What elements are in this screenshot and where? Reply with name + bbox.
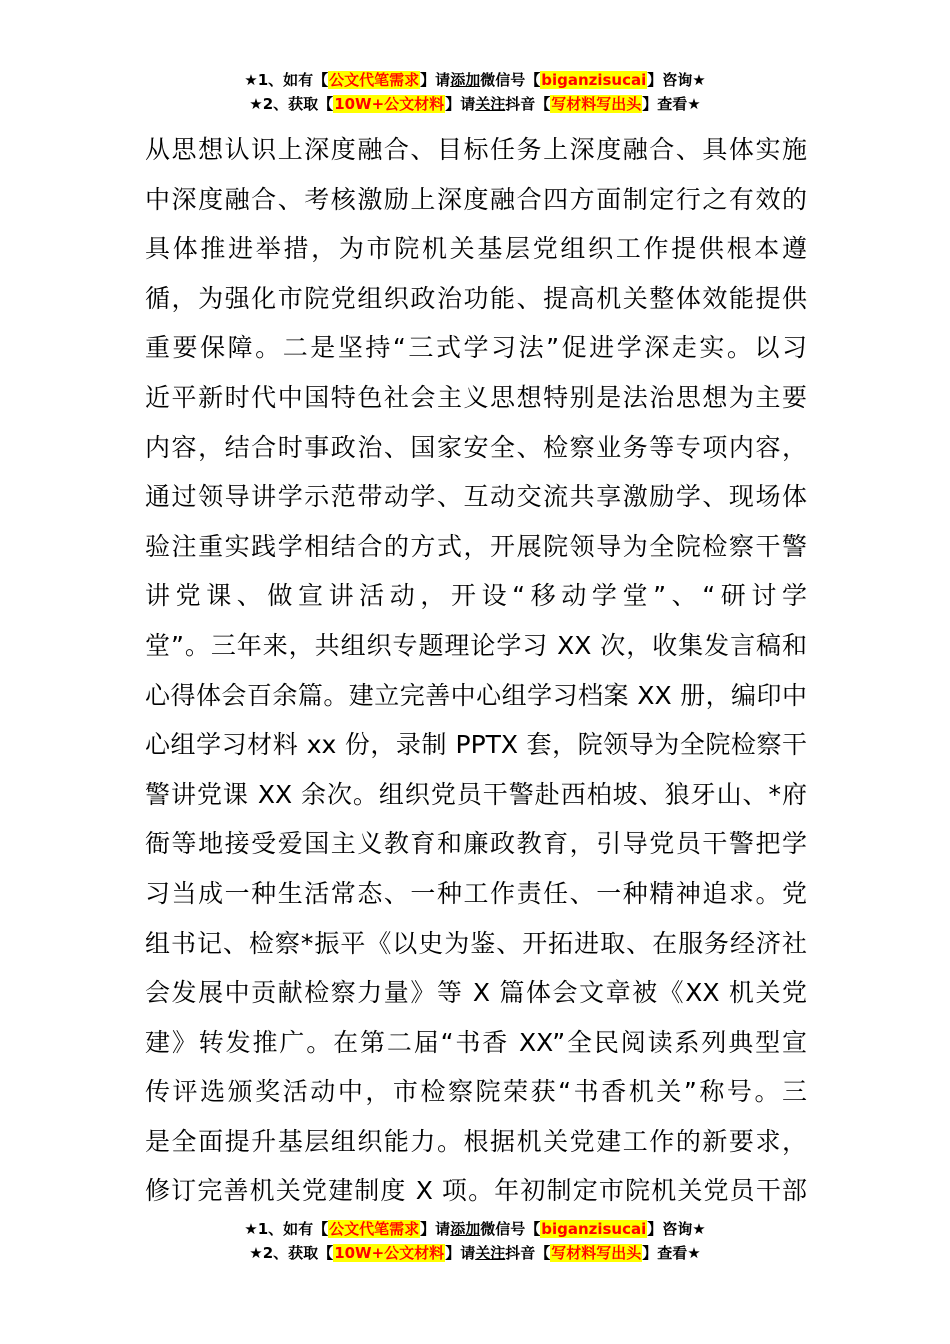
body-line: 循，为强化市院党组织政治功能、提高机关整体效能提供 [145,283,807,313]
banner-text: ★2、获取【 [249,1244,334,1262]
body-line: 是全面提升基层组织能力。根据机关党建工作的新要求， [145,1126,807,1156]
body-line: 堂”。三年来，共组织专题理论学习 XX 次，收集发言稿和 [145,630,807,660]
banner-text: ★1、如有【 [244,71,329,89]
highlight-service: 公文代笔需求 [329,71,420,89]
banner-text: 微信号【 [480,1220,541,1238]
banner-text: ★1、如有【 [244,1220,329,1238]
body-line: 通过领导讲学示范带动学、互动交流共享激励学、现场体 [145,482,807,512]
body-line: 传评选颁奖活动中，市检察院荣获“书香机关”称号。三 [145,1077,807,1107]
underlined-text: 关注 [475,95,506,113]
banner-text: ★2、获取【 [249,95,334,113]
banner-text: 】咨询★ [647,71,706,89]
highlight-douyin-id: 写材料写出头 [551,1244,642,1262]
banner-text: 抖音【 [505,95,551,113]
body-line: 重要保障。二是坚持“三式学习法”促进学深走实。以习 [145,333,807,363]
header-banner [0,68,950,116]
highlight-wechat-id: biganzisucai [541,71,647,89]
body-line: 内容，结合时事政治、国家安全、检察业务等专项内容， [145,432,807,462]
banner-line-2 [0,1241,950,1265]
underlined-text: 添加 [450,1220,481,1238]
document-body [145,125,807,1215]
body-line: 组书记、检察*振平《以史为鉴、开拓进取、在服务经济社 [145,928,807,958]
highlight-service: 公文代笔需求 [329,1220,420,1238]
body-line: 会发展中贡献检察力量》等 X 篇体会文章被《XX 机关党 [145,978,807,1008]
body-line: 心组学习材料 xx 份，录制 PPTX 套，院领导为全院检察干 [145,730,807,760]
body-line: 从思想认识上深度融合、目标任务上深度融合、具体实施 [145,135,807,164]
highlight-wechat-id: biganzisucai [541,1220,647,1238]
body-line: 修订完善机关党建制度 X 项。年初制定市院机关党员干部 [145,1176,807,1206]
body-line: 中深度融合、考核激励上深度融合四方面制定行之有效的 [145,184,807,214]
banner-text: 抖音【 [505,1244,551,1262]
banner-line-2 [0,92,950,116]
banner-text: 】请 [420,1220,451,1238]
underlined-text: 添加 [450,71,481,89]
banner-line-1 [0,1217,950,1241]
body-line: 建》转发推广。在第二届“书香 XX”全民阅读系列典型宣 [145,1027,807,1057]
highlight-douyin-id: 写材料写出头 [551,95,642,113]
body-line: 具体推进举措，为市院机关基层党组织工作提供根本遵 [145,234,807,264]
banner-text: 】咨询★ [647,1220,706,1238]
body-line: 验注重实践学相结合的方式，开展院领导为全院检察干警 [145,531,807,561]
body-line: 习当成一种生活常态、一种工作责任、一种精神追求。党 [145,878,807,908]
banner-line-1 [0,68,950,92]
highlight-materials: 10W+公文材料 [334,1244,445,1262]
banner-text: 微信号【 [480,71,541,89]
banner-text: 】请 [445,95,476,113]
highlight-materials: 10W+公文材料 [334,95,445,113]
body-line: 警讲党课 XX 余次。组织党员干警赴西柏坡、狼牙山、*府 [145,779,807,809]
banner-text: 】请 [420,71,451,89]
underlined-text: 关注 [475,1244,506,1262]
body-line: 近平新时代中国特色社会主义思想特别是法治思想为主要 [145,382,807,412]
body-line: 心得体会百余篇。建立完善中心组学习档案 XX 册，编印中 [145,680,807,710]
footer-banner [0,1217,950,1265]
body-line: 衙等地接受爱国主义教育和廉政教育，引导党员干警把学 [145,829,807,859]
body-line: 讲党课、做宣讲活动，开设“移动学堂”、“研讨学 [145,581,807,611]
banner-text: 】查看★ [642,1244,701,1262]
banner-text: 】请 [445,1244,476,1262]
banner-text: 】查看★ [642,95,701,113]
